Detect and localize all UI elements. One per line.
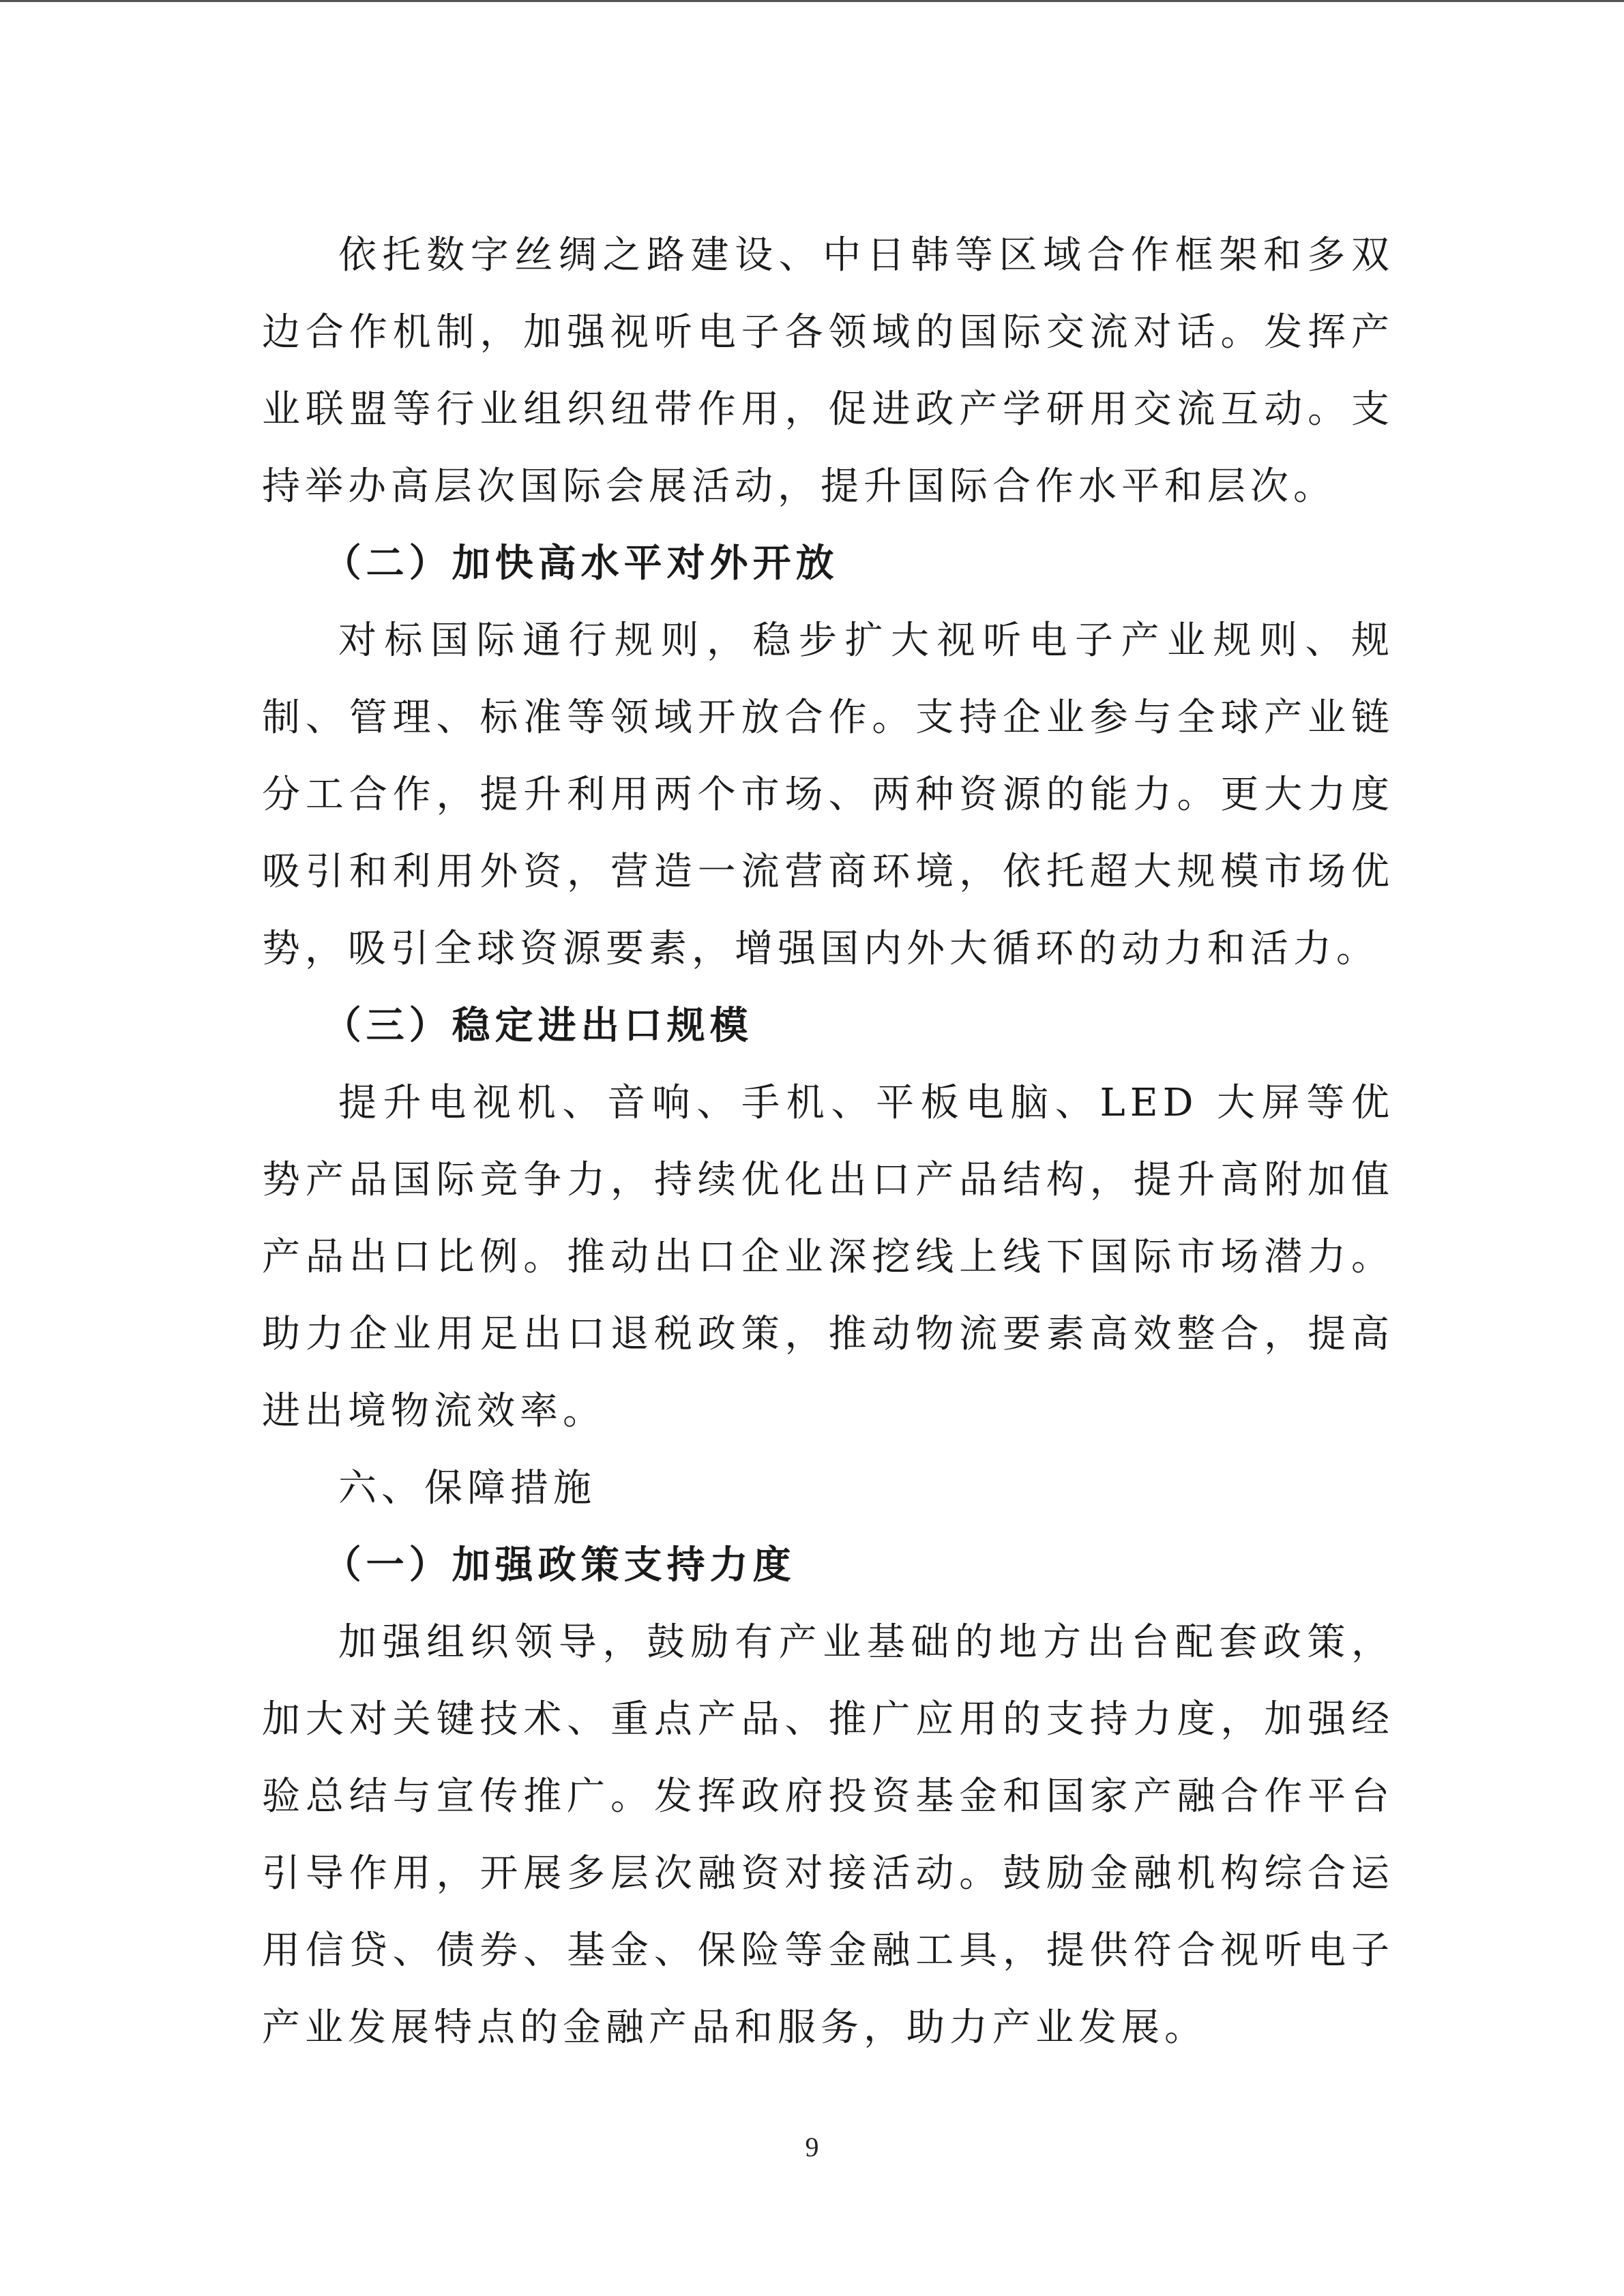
document-body xyxy=(262,217,1394,2066)
paragraph-policy-support: 加强组织领导，鼓励有产业基础的地方出台配套政策，加大对关键技术、重点产品、推广应用的支持力度，加强经验总结与宣传推广。发挥政府投资基金和国家产融合作平台引导作用，开展多层次融资对接活动。鼓励金融机构综合运用信贷、债券、基金、保险等金融工具，提供符合视听电子产业发展特点的金融产品和服务，助力产业发展。 xyxy=(262,1620,1394,2050)
paragraph-import-export: 提升电视机、音响、手机、平板电脑、LED 大屏等优势产品国际竞争力，持续优化出口产品结构，提升高附加值产品出口比例。推动出口企业深挖线上线下国际市场潜力。助力企业用足出口退税政策，推动物流要素高效整合，提高进出境物流效率。 xyxy=(262,1081,1394,1433)
paragraph-opening-up: 对标国际通行规则，稳步扩大视听电子产业规则、规制、管理、标准等领域开放合作。支持企业参与全球产业链分工合作，提升利用两个市场、两种资源的能力。更大力度吸引和利用外资，营造一流营商环境，依托超大规模市场优势，吸引全球资源要素，增强国内外大循环的动力和活力。 xyxy=(262,618,1394,971)
subheading-policy-support: （一）加强政策支持力度 xyxy=(323,1543,796,1587)
page-number: 9 xyxy=(805,2132,819,2162)
scan-edge xyxy=(0,0,1624,2)
subheading-import-export: （三）稳定进出口规模 xyxy=(323,1004,753,1048)
section-heading-safeguards: 六、保障措施 xyxy=(338,1466,596,1510)
subheading-opening-up: （二）加快高水平对外开放 xyxy=(323,541,839,586)
paragraph-international-exchange: 依托数字丝绸之路建设、中日韩等区域合作框架和多双边合作机制，加强视听电子各领域的国际交流对话。发挥产业联盟等行业组织纽带作用，促进政产学研用交流互动。支持举办高层次国际会展活动，提升国际合作水平和层次。 xyxy=(262,233,1394,509)
